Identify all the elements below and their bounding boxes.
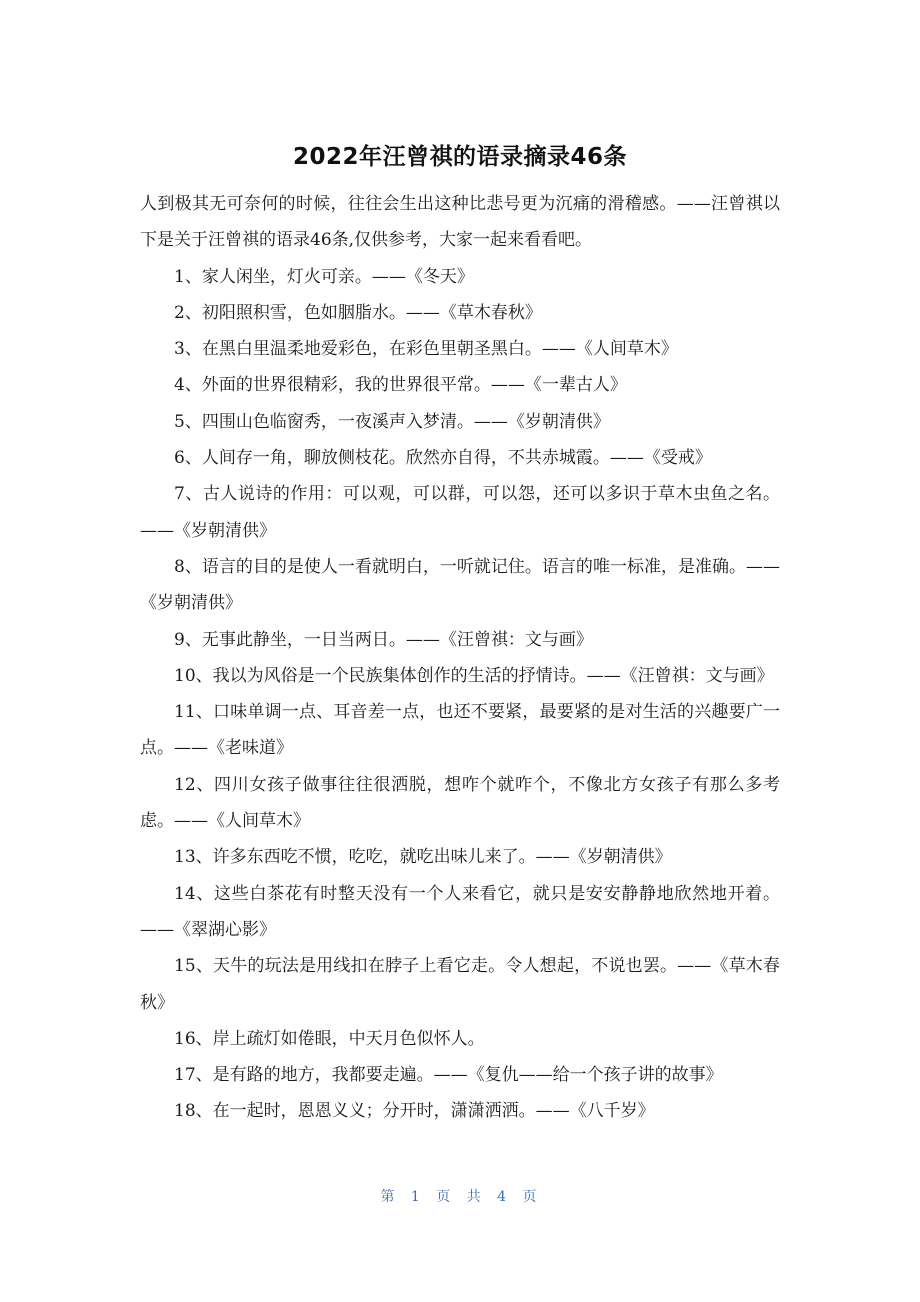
quote-item: 7、古人说诗的作用：可以观，可以群，可以怨，还可以多识于草木虫鱼之名。——《岁朝清供》 bbox=[140, 484, 780, 541]
quote-item: 2、初阳照积雪，色如胭脂水。——《草木春秋》 bbox=[174, 302, 542, 323]
quote-item: 17、是有路的地方，我都要走遍。——《复仇——给一个孩子讲的故事》 bbox=[174, 1065, 723, 1086]
quote-item: 12、四川女孩子做事往往很洒脱，想咋个就咋个，不像北方女孩子有那么多考虑。——《人间草木》 bbox=[140, 774, 780, 832]
quote-item: 11、口味单调一点、耳音差一点，也还不要紧，最要紧的是对生活的兴趣要广一点。——《老味道》 bbox=[140, 702, 780, 759]
quote-item: 10、我以为风俗是一个民族集体创作的生活的抒情诗。——《汪曾祺：文与画》 bbox=[174, 665, 774, 686]
quote-item: 4、外面的世界很精彩，我的世界很平常。——《一辈古人》 bbox=[174, 375, 627, 396]
quote-item: 1、家人闲坐，灯火可亲。——《冬天》 bbox=[174, 266, 474, 287]
document-title: 2022年汪曾祺的语录摘录46条 bbox=[292, 144, 628, 170]
document-body bbox=[140, 186, 780, 1130]
quote-item: 14、这些白茶花有时整天没有一个人来看它，就只是安安静静地欣然地开着。——《翠湖心影》 bbox=[140, 883, 780, 940]
quote-item: 6、人间存一角，聊放侧枝花。欣然亦自得，不共赤城霞。——《受戒》 bbox=[174, 448, 712, 469]
quote-item: 5、四围山色临窗秀，一夜溪声入梦清。——《岁朝清供》 bbox=[174, 411, 610, 432]
quote-item: 18、在一起时，恩恩义义；分开时，潇潇洒洒。——《八千岁》 bbox=[174, 1101, 655, 1122]
intro-paragraph: 人到极其无可奈何的时候，往往会生出这种比悲号更为沉痛的滑稽感。——汪曾祺以下是关于汪曾祺的语录46条,仅供参考，大家一起来看看吧。 bbox=[140, 194, 780, 251]
quote-item: 13、许多东西吃不惯，吃吃，就吃出味儿来了。——《岁朝清供》 bbox=[174, 847, 672, 868]
quote-item: 16、岸上疏灯如倦眼，中天月色似怀人。 bbox=[174, 1028, 485, 1049]
quote-item: 15、天牛的玩法是用线扣在脖子上看它走。令人想起，不说也罢。——《草木春秋》 bbox=[140, 956, 780, 1013]
page-number-footer: 第 1 页 共 4 页 bbox=[380, 1189, 540, 1205]
quote-item: 9、无事此静坐，一日当两日。——《汪曾祺：文与画》 bbox=[174, 629, 593, 650]
quote-item: 8、语言的目的是使人一看就明白，一听就记住。语言的唯一标准，是准确。——《岁朝清供》 bbox=[140, 556, 780, 614]
quote-item: 3、在黑白里温柔地爱彩色，在彩色里朝圣黑白。——《人间草木》 bbox=[174, 339, 678, 360]
